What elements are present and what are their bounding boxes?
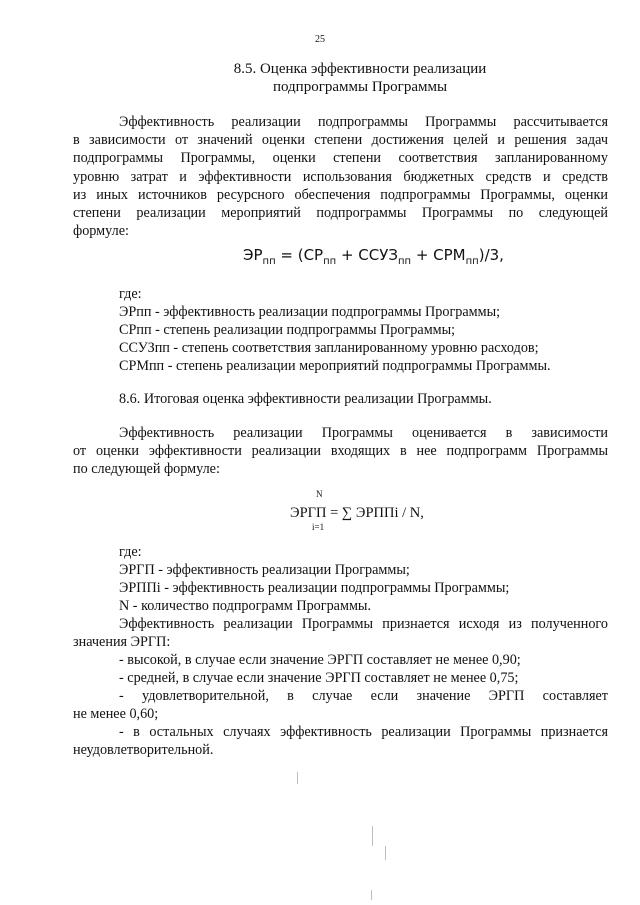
section-8-5-paragraph: [73, 113, 608, 240]
section-8-5-title-line1: 8.5. Оценка эффективности реализации: [233, 61, 487, 77]
scan-mark: [385, 846, 386, 860]
where-label: где:: [119, 544, 142, 560]
paragraph-line: Эффективность реализации Программы оценивается в зависимости: [119, 425, 608, 441]
section-8-6-title: 8.6. Итоговая оценка эффективности реализации Программы.: [119, 391, 492, 407]
scan-mark: [297, 772, 298, 784]
definition-line: СРпп - степень реализации подпрограммы Программы;: [119, 322, 456, 338]
paragraph-line: по следующей формуле:: [73, 461, 220, 478]
where-label: где:: [119, 286, 142, 302]
formula-term: )/3,: [478, 246, 504, 264]
criteria-item: - высокой, в случае если значение ЭРГП составляет не менее 0,90;: [119, 652, 521, 668]
paragraph-line: в зависимости от значений оценки степени достижения целей и решения задач: [73, 132, 608, 149]
paragraph-line: Эффективность реализации Программы признается исходя из полученного: [119, 616, 608, 632]
formula-term: + ССУЗ: [336, 246, 398, 264]
paragraph-line: степени реализации мероприятий подпрограммы Программы по следующей: [73, 205, 608, 222]
formula-er-pp: [243, 246, 504, 267]
definition-line: N - количество подпрограмм Программы.: [119, 598, 372, 614]
criteria-item-3: [73, 687, 608, 723]
paragraph-line: уровню затрат и эффективности использования бюджетных средств и средств: [73, 168, 608, 185]
formula-term: = (СР: [275, 246, 324, 264]
section-8-6-paragraph: [73, 424, 608, 479]
formula-term: ЭР: [243, 246, 263, 264]
definition-line: ССУЗпп - степень соответствия запланированному уровню расходов;: [119, 340, 539, 356]
formula-term: + СРМ: [411, 246, 466, 264]
paragraph-line: значения ЭРГП:: [73, 634, 171, 651]
scan-mark: [372, 826, 373, 846]
formula-ergp: ЭРГП = ∑ ЭРППi / N,: [290, 505, 424, 521]
definition-line: ЭРпп - эффективность реализации подпрограммы Программы;: [119, 304, 501, 320]
formula-subscript: пп: [262, 256, 276, 267]
paragraph-line: не менее 0,60;: [73, 706, 159, 723]
paragraph-line: Эффективность реализации подпрограммы Программы рассчитывается: [119, 114, 608, 130]
formula-subscript: пп: [465, 256, 479, 267]
paragraph-line: неудовлетворительной.: [73, 742, 214, 759]
scan-mark: [371, 890, 372, 900]
definition-line: ЭРГП - эффективность реализации Программы;: [119, 562, 410, 578]
criteria-item-4: [73, 723, 608, 759]
formula-subscript: пп: [397, 256, 412, 267]
criteria-intro: [73, 615, 608, 651]
paragraph-line: формуле:: [73, 223, 129, 240]
section-8-5-title-line2: подпрограммы Программы: [272, 79, 448, 95]
criteria-item: - средней, в случае если значение ЭРГП составляет не менее 0,75;: [119, 670, 519, 686]
paragraph-line: от оценки эффективности реализации входящих в нее подпрограмм Программы: [73, 443, 608, 460]
sum-lower-limit: i=1: [312, 522, 325, 532]
paragraph-line: из иных источников ресурсного обеспечения подпрограммы Программы, оценки: [73, 186, 608, 203]
paragraph-line: - в остальных случаях эффективность реализации Программы признается: [119, 724, 608, 740]
paragraph-line: подпрограммы Программы, оценки степени соответствия запланированному: [73, 150, 608, 167]
page-number: 25: [315, 34, 325, 45]
section-8-5-heading: [170, 60, 550, 96]
definition-line: СРМпп - степень реализации мероприятий подпрограммы Программы.: [119, 358, 551, 374]
definition-line: ЭРППi - эффективность реализации подпрограммы Программы;: [119, 580, 510, 596]
formula-subscript: пп: [323, 256, 337, 267]
paragraph-line: - удовлетворительной, в случае если значение ЭРГП составляет: [119, 688, 608, 704]
sum-upper-limit: N: [316, 489, 323, 499]
